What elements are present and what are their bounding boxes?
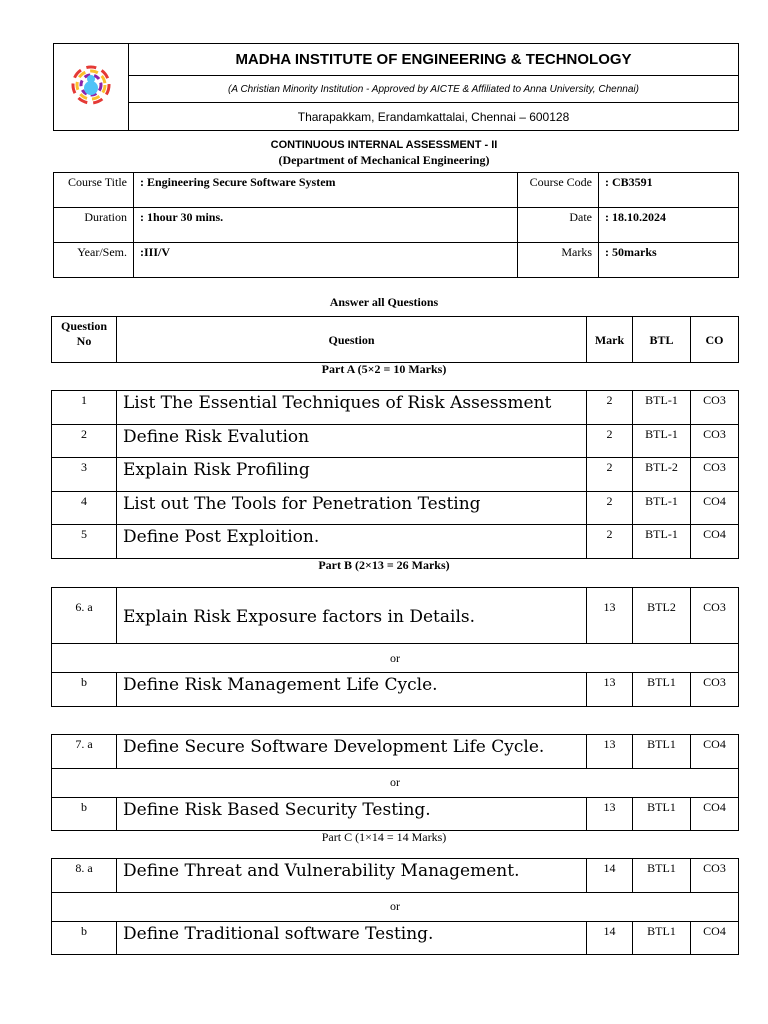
question-btl: BTL-2 bbox=[633, 458, 691, 492]
column-co: CO bbox=[691, 317, 739, 363]
part-a-table bbox=[51, 390, 739, 559]
institute-header bbox=[53, 43, 739, 131]
question-text: Define Traditional software Testing. bbox=[117, 921, 587, 955]
table-row bbox=[52, 391, 739, 425]
question-6-table bbox=[51, 587, 739, 707]
or-row bbox=[52, 768, 739, 797]
question-mark: 13 bbox=[587, 797, 633, 831]
date-label: Date bbox=[518, 208, 599, 243]
or-row bbox=[52, 644, 739, 673]
question-column-header bbox=[51, 316, 739, 363]
question-mark: 13 bbox=[587, 588, 633, 644]
institute-address: Tharapakkam, Erandamkattalai, Chennai – 600128 bbox=[129, 103, 739, 131]
question-btl: BTL1 bbox=[633, 735, 691, 769]
question-btl: BTL2 bbox=[633, 588, 691, 644]
table-row bbox=[52, 588, 739, 644]
question-co: CO4 bbox=[691, 491, 739, 525]
question-co: CO3 bbox=[691, 458, 739, 492]
question-btl: BTL-1 bbox=[633, 424, 691, 458]
table-row bbox=[52, 797, 739, 831]
question-co: CO4 bbox=[691, 921, 739, 955]
part-c-label: Part C (1×14 = 14 Marks) bbox=[321, 830, 447, 844]
table-row bbox=[52, 735, 739, 769]
question-text: Define Risk Based Security Testing. bbox=[117, 797, 587, 831]
table-row bbox=[52, 424, 739, 458]
department: (Department of Mechanical Engineering) bbox=[278, 153, 490, 167]
question-text: List The Essential Techniques of Risk Assessment bbox=[117, 391, 587, 425]
exam-title: CONTINUOUS INTERNAL ASSESSMENT - II bbox=[270, 139, 498, 151]
question-number: 4 bbox=[52, 491, 117, 525]
question-mark: 2 bbox=[587, 491, 633, 525]
logo-cell bbox=[54, 44, 129, 131]
institute-name: MADHA INSTITUTE OF ENGINEERING & TECHNOLOGY bbox=[129, 44, 739, 76]
question-mark: 2 bbox=[587, 391, 633, 425]
column-qno-line1: Question bbox=[60, 319, 107, 333]
or-row bbox=[52, 892, 739, 921]
question-co: CO4 bbox=[691, 797, 739, 831]
question-btl: BTL-1 bbox=[633, 525, 691, 559]
question-co: CO3 bbox=[691, 673, 739, 707]
question-number: b bbox=[52, 673, 117, 707]
table-row bbox=[52, 525, 739, 559]
column-mark: Mark bbox=[587, 317, 633, 363]
question-co: CO3 bbox=[691, 424, 739, 458]
question-number: 7. a bbox=[52, 735, 117, 769]
marks-label: Marks bbox=[518, 243, 599, 278]
question-btl: BTL1 bbox=[633, 859, 691, 893]
question-mark: 14 bbox=[587, 859, 633, 893]
question-text: Explain Risk Profiling bbox=[117, 458, 587, 492]
table-row bbox=[52, 859, 739, 893]
question-number: 5 bbox=[52, 525, 117, 559]
table-row bbox=[52, 491, 739, 525]
year-sem-value: :III/V bbox=[134, 243, 518, 278]
course-title-label: Course Title bbox=[54, 173, 134, 208]
institute-logo-icon bbox=[68, 62, 114, 108]
question-mark: 13 bbox=[587, 673, 633, 707]
column-question: Question bbox=[117, 317, 587, 363]
question-text: Define Threat and Vulnerability Management. bbox=[117, 859, 587, 893]
question-number: 2 bbox=[52, 424, 117, 458]
question-text: List out The Tools for Penetration Testing bbox=[117, 491, 587, 525]
table-row bbox=[52, 921, 739, 955]
question-number: b bbox=[52, 797, 117, 831]
question-number: b bbox=[52, 921, 117, 955]
year-sem-label: Year/Sem. bbox=[54, 243, 134, 278]
question-mark: 2 bbox=[587, 424, 633, 458]
part-b-label: Part B (2×13 = 26 Marks) bbox=[318, 558, 450, 572]
question-number: 6. a bbox=[52, 588, 117, 644]
course-code-label: Course Code bbox=[518, 173, 599, 208]
institute-subtitle: (A Christian Minority Institution - Approved by AICTE & Affiliated to Anna University, Chennai) bbox=[129, 76, 739, 103]
or-separator: or bbox=[52, 644, 739, 673]
question-btl: BTL1 bbox=[633, 673, 691, 707]
instructions: Answer all Questions bbox=[329, 295, 439, 309]
question-7-table bbox=[51, 734, 739, 831]
question-co: CO3 bbox=[691, 859, 739, 893]
question-btl: BTL1 bbox=[633, 797, 691, 831]
question-btl: BTL1 bbox=[633, 921, 691, 955]
question-text: Define Post Exploition. bbox=[117, 525, 587, 559]
question-text: Explain Risk Exposure factors in Details. bbox=[117, 588, 587, 644]
question-mark: 14 bbox=[587, 921, 633, 955]
course-info-table bbox=[53, 172, 739, 278]
question-co: CO3 bbox=[691, 588, 739, 644]
marks-value: : 50marks bbox=[599, 243, 739, 278]
column-btl: BTL bbox=[633, 317, 691, 363]
course-code-value: : CB3591 bbox=[599, 173, 739, 208]
question-mark: 13 bbox=[587, 735, 633, 769]
question-number: 1 bbox=[52, 391, 117, 425]
question-btl: BTL-1 bbox=[633, 491, 691, 525]
part-a-label: Part A (5×2 = 10 Marks) bbox=[321, 362, 447, 376]
duration-value: : 1hour 30 mins. bbox=[134, 208, 518, 243]
question-number: 3 bbox=[52, 458, 117, 492]
table-row bbox=[52, 673, 739, 707]
column-qno bbox=[52, 317, 117, 363]
question-btl: BTL-1 bbox=[633, 391, 691, 425]
table-row bbox=[52, 458, 739, 492]
question-co: CO4 bbox=[691, 525, 739, 559]
question-text: Define Secure Software Development Life Cycle. bbox=[117, 735, 587, 769]
question-text: Define Risk Evalution bbox=[117, 424, 587, 458]
question-co: CO3 bbox=[691, 391, 739, 425]
course-title-value: : Engineering Secure Software System bbox=[134, 173, 518, 208]
question-number: 8. a bbox=[52, 859, 117, 893]
question-mark: 2 bbox=[587, 525, 633, 559]
question-mark: 2 bbox=[587, 458, 633, 492]
duration-label: Duration bbox=[54, 208, 134, 243]
date-value: : 18.10.2024 bbox=[599, 208, 739, 243]
question-text: Define Risk Management Life Cycle. bbox=[117, 673, 587, 707]
or-separator: or bbox=[52, 892, 739, 921]
or-separator: or bbox=[52, 768, 739, 797]
question-8-table bbox=[51, 858, 739, 955]
column-qno-line2: No bbox=[76, 334, 92, 348]
question-co: CO4 bbox=[691, 735, 739, 769]
